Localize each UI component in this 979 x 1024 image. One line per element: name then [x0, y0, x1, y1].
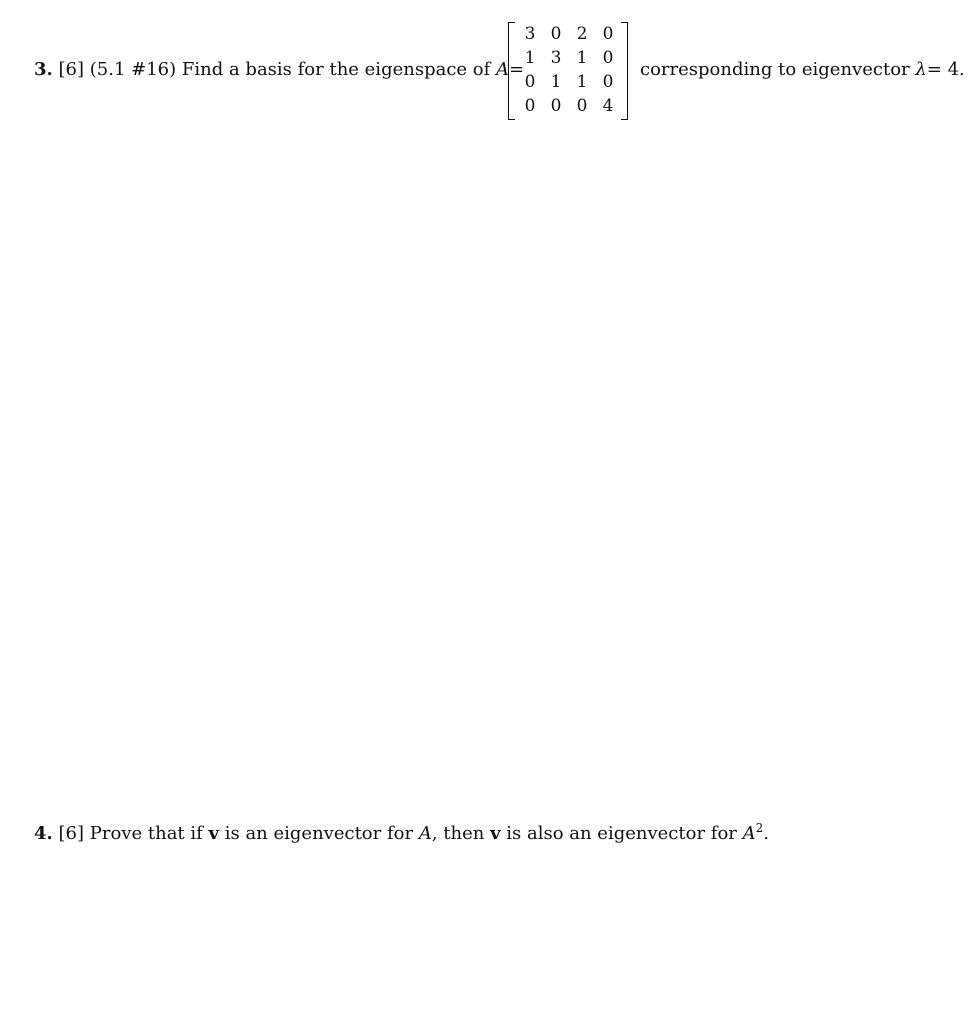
problem-4-text-1: Prove that if: [89, 823, 203, 844]
problem-4-text-5: .: [763, 823, 769, 844]
matrix-name: A: [496, 59, 510, 80]
equals-sign: =: [509, 59, 525, 80]
lambda-symbol: λ: [915, 59, 927, 80]
problem-3-reference: (5.1 #16): [89, 59, 177, 80]
problem-3-number: 3.: [34, 59, 53, 80]
matrix-cell: 1: [550, 72, 562, 92]
matrix-cell: 3: [524, 24, 536, 44]
matrix-cell: 0: [550, 24, 562, 44]
matrix-cell: 0: [524, 72, 536, 92]
matrix-cell: 1: [576, 48, 588, 68]
matrix-cell: 0: [550, 96, 562, 116]
problem-3-text-before: Find a basis for the eigenspace of: [181, 59, 491, 80]
matrix-cell: 3: [550, 48, 562, 68]
matrix-cell: 0: [576, 96, 588, 116]
problem-4-text-2: is an eigenvector for: [224, 823, 414, 844]
lambda-value: = 4.: [926, 59, 965, 80]
matrix-a: [508, 20, 628, 120]
matrix-a-ref-2: A: [742, 823, 756, 844]
matrix-cell: 4: [602, 96, 614, 116]
matrix-grid: [517, 22, 621, 118]
exponent: 2: [755, 821, 764, 835]
matrix-cell: 2: [576, 24, 588, 44]
matrix-cell: 0: [602, 24, 614, 44]
matrix-cell: 1: [524, 48, 536, 68]
matrix-cell: 0: [602, 72, 614, 92]
problem-3-continuation: [640, 59, 965, 81]
matrix-a-ref-1: A: [418, 823, 432, 844]
problem-4-number: 4.: [34, 823, 53, 844]
problem-3-text-after: corresponding to eigenvector: [640, 59, 910, 80]
right-bracket: [621, 22, 628, 120]
problem-4-statement: [34, 823, 769, 845]
problem-3-points: [6]: [58, 59, 85, 80]
left-bracket: [508, 22, 515, 120]
problem-3-statement: [34, 59, 524, 81]
matrix-cell: 0: [524, 96, 536, 116]
problem-4-points: [6]: [58, 823, 85, 844]
vector-v-2: v: [490, 823, 501, 844]
problem-4-text-3: , then: [431, 823, 485, 844]
matrix-cell: 0: [602, 48, 614, 68]
vector-v-1: v: [208, 823, 219, 844]
matrix-cell: 1: [576, 72, 588, 92]
problem-4-text-4: is also an eigenvector for: [506, 823, 737, 844]
